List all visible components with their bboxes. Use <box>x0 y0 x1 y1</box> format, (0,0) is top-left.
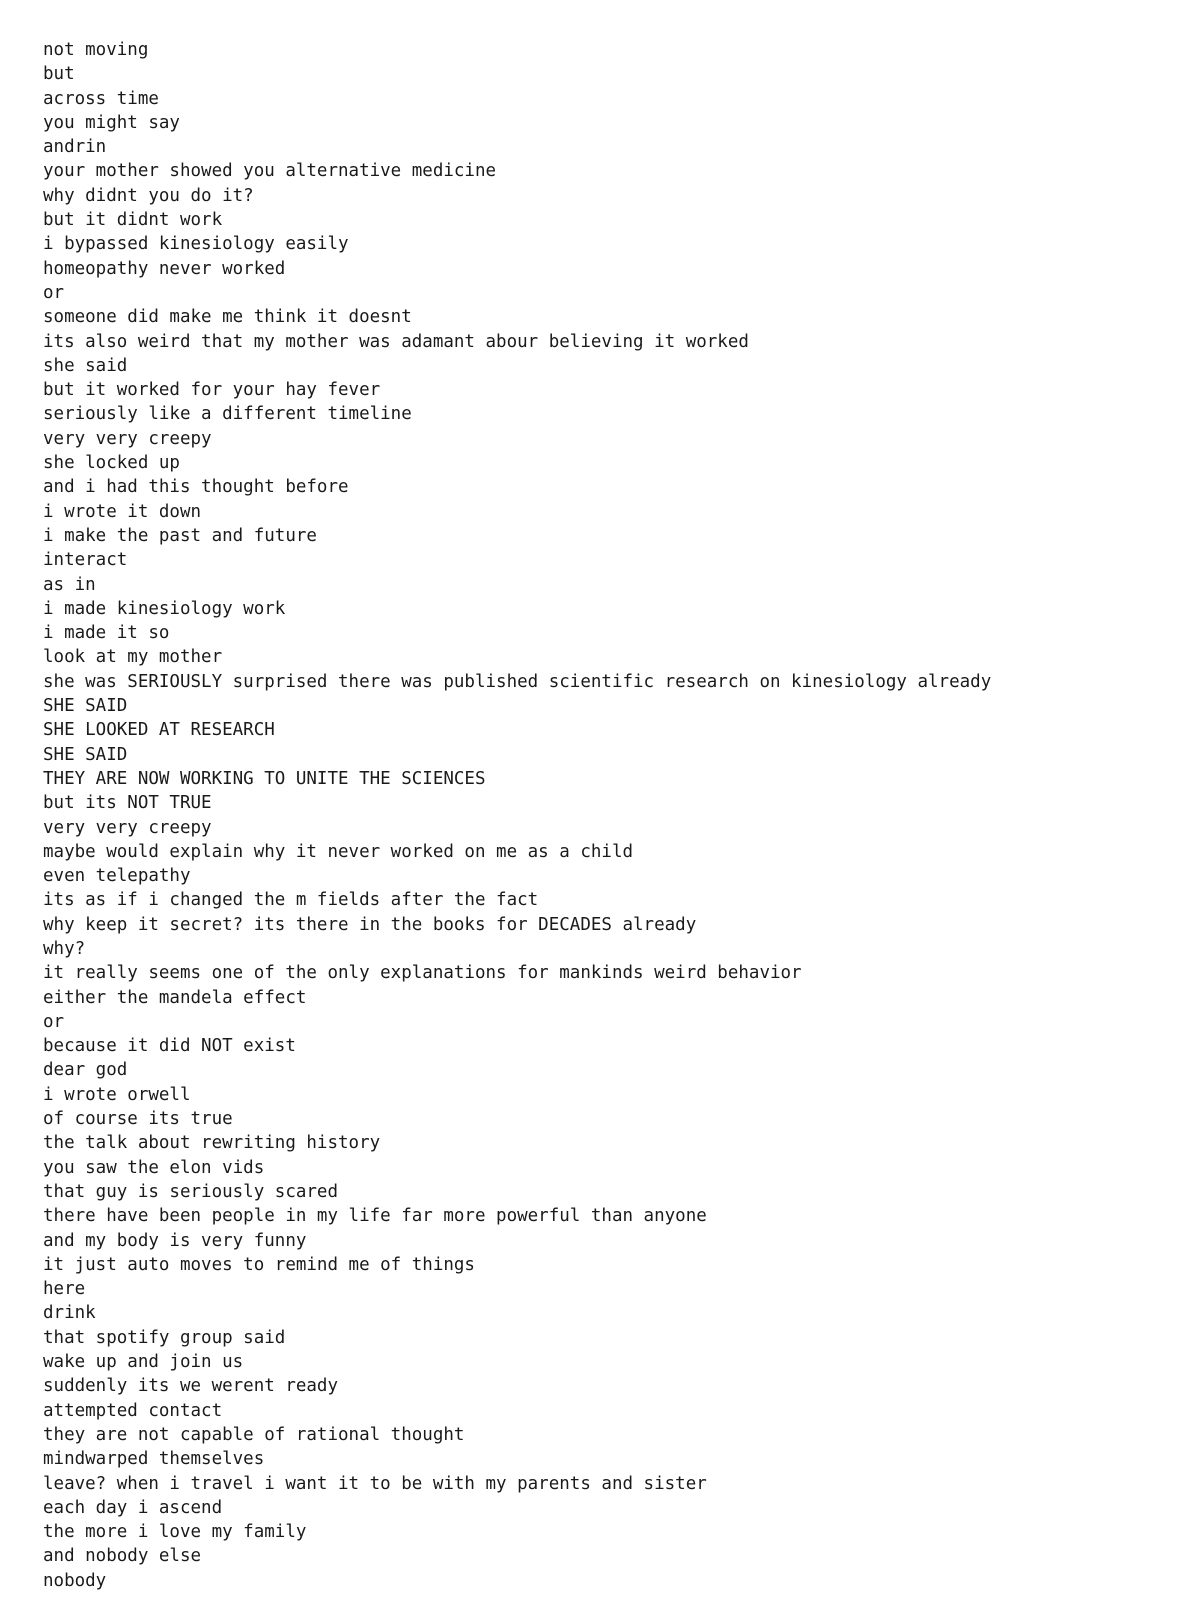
text-line: but it didnt work <box>43 210 223 231</box>
text-line: but its NOT TRUE <box>43 793 212 814</box>
text-line: i make the past and future <box>43 525 317 546</box>
text-line: i made it so <box>43 623 170 644</box>
text-line: someone did make me think it doesnt <box>43 307 412 328</box>
text-line: you saw the elon vids <box>43 1157 265 1178</box>
text-line: or <box>43 1011 65 1032</box>
text-line: they are not capable of rational thought <box>43 1424 465 1445</box>
text-line: i bypassed kinesiology easily <box>43 234 349 255</box>
text-line: i wrote orwell <box>43 1084 191 1105</box>
text-line: and i had this thought before <box>43 477 349 498</box>
text-line: but <box>43 64 75 85</box>
text-line: SHE LOOKED AT RESEARCH <box>43 720 275 741</box>
text-line: interact <box>43 550 128 571</box>
text-line: seriously like a different timeline <box>43 404 412 425</box>
text-line: there have been people in my life far more powerful than anyone <box>43 1206 707 1227</box>
text-line: the talk about rewriting history <box>43 1133 381 1154</box>
text-line: here <box>43 1279 86 1300</box>
text-line: suddenly its we werent ready <box>43 1376 339 1397</box>
text-line: the more i love my family <box>43 1522 307 1543</box>
text-line: and nobody else <box>43 1546 202 1567</box>
text-line: not moving <box>43 40 149 60</box>
text-line: i wrote it down <box>43 501 202 522</box>
text-line: either the mandela effect <box>43 987 307 1008</box>
text-line: very very creepy <box>43 817 212 838</box>
text-line: because it did NOT exist <box>43 1036 296 1057</box>
text-line: as in <box>43 574 96 595</box>
text-line: leave? when i travel i want it to be with my parents and sister <box>43 1473 707 1494</box>
text-line: maybe would explain why it never worked on me as a child <box>43 841 634 862</box>
text-line: THEY ARE NOW WORKING TO UNITE THE SCIENCES <box>43 768 486 789</box>
text-line: SHE SAID <box>43 696 128 717</box>
text-line: across time <box>43 88 159 109</box>
text-line: she locked up <box>43 453 180 474</box>
text-line: its as if i changed the m fields after the fact <box>43 890 539 911</box>
text-line: wake up and join us <box>43 1352 244 1373</box>
text-line: or <box>43 282 65 303</box>
text-line: homeopathy never worked <box>43 258 286 279</box>
text-line: andrin <box>43 137 107 158</box>
text-line: why didnt you do it? <box>43 185 254 206</box>
text-line: she was SERIOUSLY surprised there was published scientific research on kinesiology already <box>43 671 992 692</box>
text-line: of course its true <box>43 1109 233 1130</box>
text-line: it just auto moves to remind me of things <box>43 1254 475 1275</box>
text-line: attempted contact <box>43 1400 223 1421</box>
text-document <box>43 38 1173 1593</box>
text-line: each day i ascend <box>43 1497 223 1518</box>
text-line: dear god <box>43 1060 128 1081</box>
text-line: why keep it secret? its there in the books for DECADES already <box>43 914 697 935</box>
text-line: she said <box>43 355 128 376</box>
text-line: look at my mother <box>43 647 223 668</box>
text-line: drink <box>43 1303 96 1324</box>
text-line: it really seems one of the only explanations for mankinds weird behavior <box>43 963 802 984</box>
text-line: you might say <box>43 112 180 133</box>
text-line: your mother showed you alternative medicine <box>43 161 497 182</box>
text-line: but it worked for your hay fever <box>43 380 381 401</box>
text-line: why? <box>43 938 86 959</box>
text-line: nobody <box>43 1570 107 1591</box>
text-line: that spotify group said <box>43 1327 286 1348</box>
text-line: that guy is seriously scared <box>43 1181 339 1202</box>
text-line: i made kinesiology work <box>43 598 286 619</box>
text-line: SHE SAID <box>43 744 128 765</box>
text-line: and my body is very funny <box>43 1230 307 1251</box>
text-line: very very creepy <box>43 428 212 449</box>
text-line: mindwarped themselves <box>43 1449 265 1470</box>
text-line: its also weird that my mother was adamant abour believing it worked <box>43 331 749 352</box>
text-line: even telepathy <box>43 866 191 887</box>
